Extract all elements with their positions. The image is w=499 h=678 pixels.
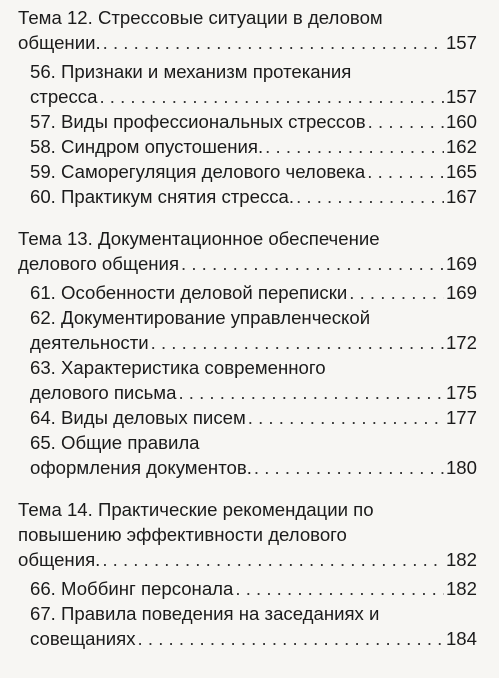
item-title-line: 65. Общие правила bbox=[30, 432, 200, 453]
item-entry bbox=[30, 576, 477, 601]
page-number: 172 bbox=[445, 332, 477, 353]
page-number: 162 bbox=[445, 136, 477, 157]
topic-title-last: общении. bbox=[18, 32, 101, 53]
dot-leader bbox=[265, 134, 444, 159]
toc-item bbox=[30, 134, 477, 159]
item-title-last: 59. Саморегуляция делового человека bbox=[30, 161, 366, 182]
page-number: 175 bbox=[445, 382, 477, 403]
topic-heading bbox=[18, 226, 477, 276]
topic-heading bbox=[18, 497, 477, 572]
toc-item bbox=[30, 601, 477, 651]
item-title-last: 60. Практикум снятия стресса. bbox=[30, 186, 295, 207]
dot-leader bbox=[349, 280, 444, 305]
toc-item bbox=[30, 184, 477, 209]
dot-leader bbox=[367, 159, 444, 184]
dot-leader bbox=[235, 576, 444, 601]
toc-item bbox=[30, 405, 477, 430]
item-entry bbox=[30, 455, 477, 480]
topic-title-line: повышению эффективности делового bbox=[18, 524, 347, 545]
dot-leader bbox=[248, 405, 444, 430]
dot-leader bbox=[102, 547, 444, 572]
item-entry bbox=[30, 330, 477, 355]
dot-leader bbox=[296, 184, 444, 209]
page-number: 182 bbox=[445, 578, 477, 599]
item-title-last: деятельности bbox=[30, 332, 149, 353]
item-entry bbox=[30, 109, 477, 134]
dot-leader bbox=[151, 330, 444, 355]
topic-title-entry bbox=[18, 251, 477, 276]
item-title-last: совещаниях bbox=[30, 628, 136, 649]
item-title-line: 62. Документирование управленческой bbox=[30, 307, 371, 328]
item-entry bbox=[30, 84, 477, 109]
item-entry bbox=[30, 626, 477, 651]
toc-items bbox=[18, 576, 477, 651]
item-title-last: делового письма bbox=[30, 382, 177, 403]
item-entry bbox=[30, 159, 477, 184]
toc-item bbox=[30, 280, 477, 305]
toc-item bbox=[30, 159, 477, 184]
topic-title-entry bbox=[18, 547, 477, 572]
dot-leader bbox=[99, 84, 444, 109]
dot-leader bbox=[138, 626, 444, 651]
page-number: 160 bbox=[445, 111, 477, 132]
page-number: 180 bbox=[445, 457, 477, 478]
toc-item bbox=[30, 576, 477, 601]
page-number: 157 bbox=[445, 32, 477, 53]
page-number: 182 bbox=[445, 549, 477, 570]
page-number: 169 bbox=[445, 253, 477, 274]
item-entry bbox=[30, 380, 477, 405]
item-entry bbox=[30, 184, 477, 209]
dot-leader bbox=[254, 455, 444, 480]
dot-leader bbox=[178, 380, 444, 405]
item-title-last: стресса bbox=[30, 86, 98, 107]
toc-item bbox=[30, 305, 477, 355]
topic-heading bbox=[18, 5, 477, 55]
item-entry bbox=[30, 280, 477, 305]
page-number: 177 bbox=[445, 407, 477, 428]
item-title-last: оформления документов. bbox=[30, 457, 252, 478]
item-entry bbox=[30, 134, 477, 159]
topic-title-line: Тема 14. Практические рекомендации по bbox=[18, 499, 374, 520]
toc-item bbox=[30, 109, 477, 134]
page-number: 157 bbox=[445, 86, 477, 107]
topic-title-line: Тема 13. Документационное обеспечение bbox=[18, 228, 380, 249]
page-number: 184 bbox=[445, 628, 477, 649]
page-number: 169 bbox=[445, 282, 477, 303]
item-title-line: 63. Характеристика современного bbox=[30, 357, 326, 378]
toc-items bbox=[18, 280, 477, 480]
topic-title-last: делового общения bbox=[18, 253, 180, 274]
dot-leader bbox=[181, 251, 444, 276]
dot-leader bbox=[368, 109, 444, 134]
dot-leader bbox=[103, 30, 444, 55]
page-number: 165 bbox=[445, 161, 477, 182]
toc-section-12 bbox=[18, 5, 477, 209]
topic-title-last: общения. bbox=[18, 549, 101, 570]
item-title-last: 64. Виды деловых писем bbox=[30, 407, 246, 428]
topic-title-line: Тема 12. Стрессовые ситуации в деловом bbox=[18, 7, 383, 28]
item-entry bbox=[30, 405, 477, 430]
page-number: 167 bbox=[445, 186, 477, 207]
toc-item bbox=[30, 355, 477, 405]
item-title-last: 66. Моббинг персонала bbox=[30, 578, 234, 599]
item-title-last: 57. Виды профессиональных стрессов bbox=[30, 111, 366, 132]
item-title-last: 61. Особенности деловой переписки bbox=[30, 282, 348, 303]
item-title-last: 58. Синдром опустошения. bbox=[30, 136, 264, 157]
toc-items bbox=[18, 59, 477, 209]
toc-item bbox=[30, 59, 477, 109]
item-title-line: 67. Правила поведения на заседаниях и bbox=[30, 603, 380, 624]
toc-item bbox=[30, 430, 477, 480]
toc-section-14 bbox=[18, 497, 477, 651]
item-title-line: 56. Признаки и механизм протекания bbox=[30, 61, 352, 82]
toc-section-13 bbox=[18, 226, 477, 480]
topic-title-entry bbox=[18, 30, 477, 55]
